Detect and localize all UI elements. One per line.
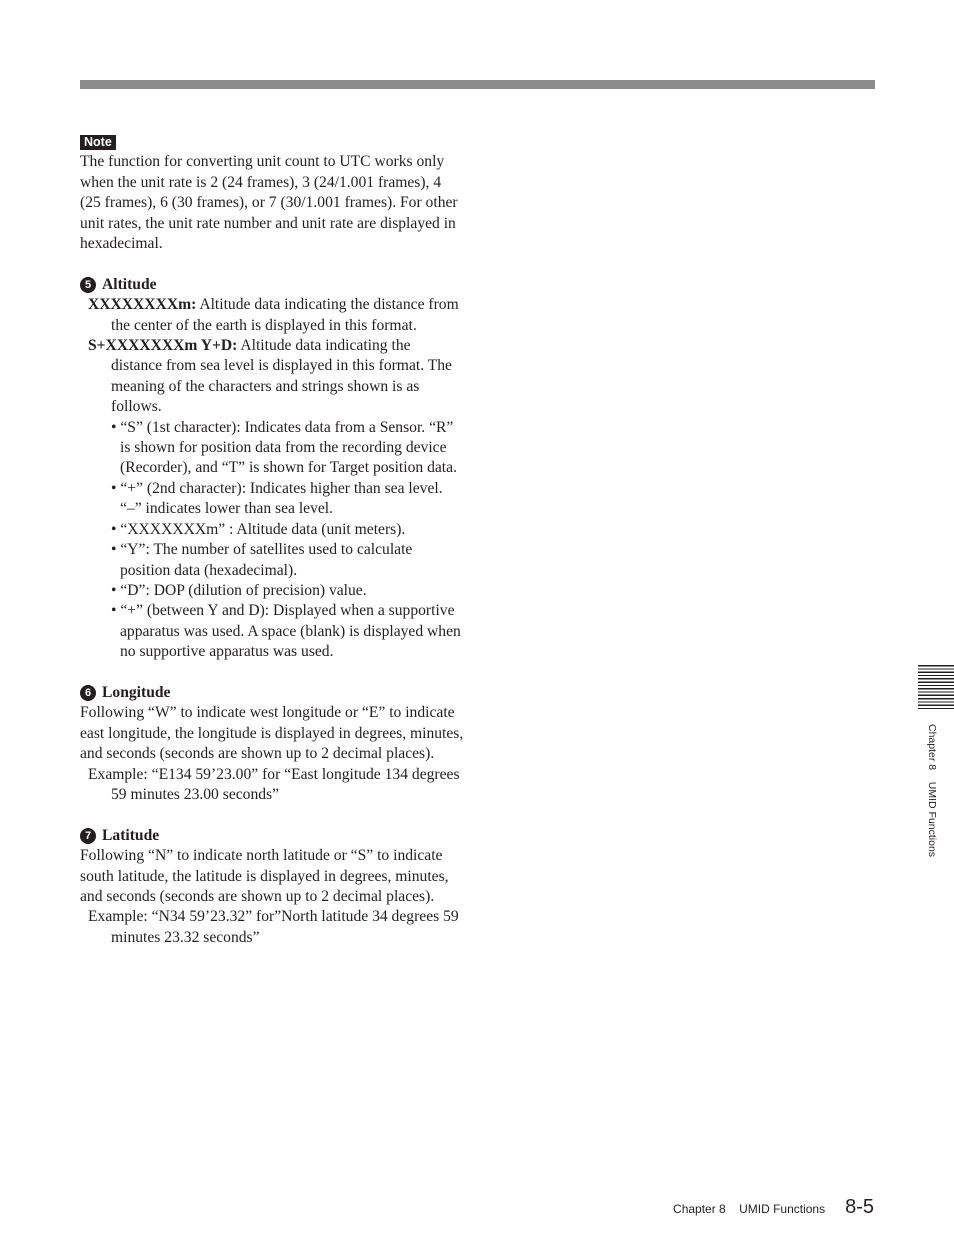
list-item: • “S” (1st character): Indicates data from a Sensor. “R” is shown for position data from the recording device (Recorder), and “T” is shown for Target position data. [111,418,457,477]
def1-term: XXXXXXXXm: [88,296,197,314]
longitude-title: Longitude [102,683,171,701]
list-item: • “+” (between Y and D): Displayed when a supportive apparatus was used. A space (blank) is displayed when no supportive apparatus was used. [111,602,461,661]
latitude-title: Latitude [102,826,160,844]
list-item: • “+” (2nd character): Indicates higher than sea level. “–” indicates lower than sea level. [111,479,443,518]
latitude-example: Example: “N34 59’23.32” for”North latitude 34 degrees 59 minutes 23.32 seconds” [88,908,459,946]
altitude-definition-2 [80,336,465,418]
circled-number-6-icon: 6 [80,685,96,701]
note-text: The function for converting unit count to UTC works only when the unit rate is 2 (24 frames), 3 (24/1.001 frames), 4 (25 frames), 6 (30 frames), or 7 (30/1.001 frames). For other unit rates, the unit rate number and unit rate are displayed in hexadecimal. [80,153,458,253]
altitude-title: Altitude [102,275,157,293]
list-item: • “XXXXXXXm” : Altitude data (unit meters). [111,520,406,538]
latitude-heading [80,826,465,846]
def1-text: Altitude data indicating the distance from the center of the earth is displayed in this format. [111,296,459,334]
altitude-heading [80,275,465,295]
list-item: • “Y”: The number of satellites used to calculate position data (hexadecimal). [111,541,413,579]
altitude-bullet-list [80,418,465,663]
longitude-example: Example: “E134 59’23.00” for “East longitude 134 degrees 59 minutes 23.00 seconds” [88,765,460,803]
page-footer [673,1196,874,1219]
longitude-text: Following “W” to indicate west longitude or “E” to indicate east longitude, the longitude is displayed in degrees, minutes, and seconds (seconds are shown up to 2 decimal places). [80,704,464,763]
circled-number-5-icon: 5 [80,277,96,293]
def2-text: Altitude data indicating the distance from sea level is displayed in this format. The meaning of the characters and strings shown is as follows. [111,337,452,416]
list-item: • “D”: DOP (dilution of precision) value. [111,581,367,599]
chapter-tab-marker [918,665,954,711]
latitude-text: Following “N” to indicate north latitude or “S” to indicate south latitude, the latitude is displayed in degrees, minutes, and seconds (seconds are shown up to 2 decimal places). [80,847,449,905]
footer-chapter-label: Chapter 8 UMID Functions [673,1202,826,1216]
header-rule [80,80,875,89]
main-column [80,132,465,948]
circled-number-7-icon: 7 [80,828,96,844]
note-label: Note [80,135,116,150]
longitude-heading [80,683,465,703]
page-number: 8-5 [845,1196,874,1218]
def2-term: S+XXXXXXXm Y+D: [88,337,238,355]
altitude-definition-1 [80,295,465,336]
side-chapter-label: Chapter 8 UMID Functions [926,724,938,858]
